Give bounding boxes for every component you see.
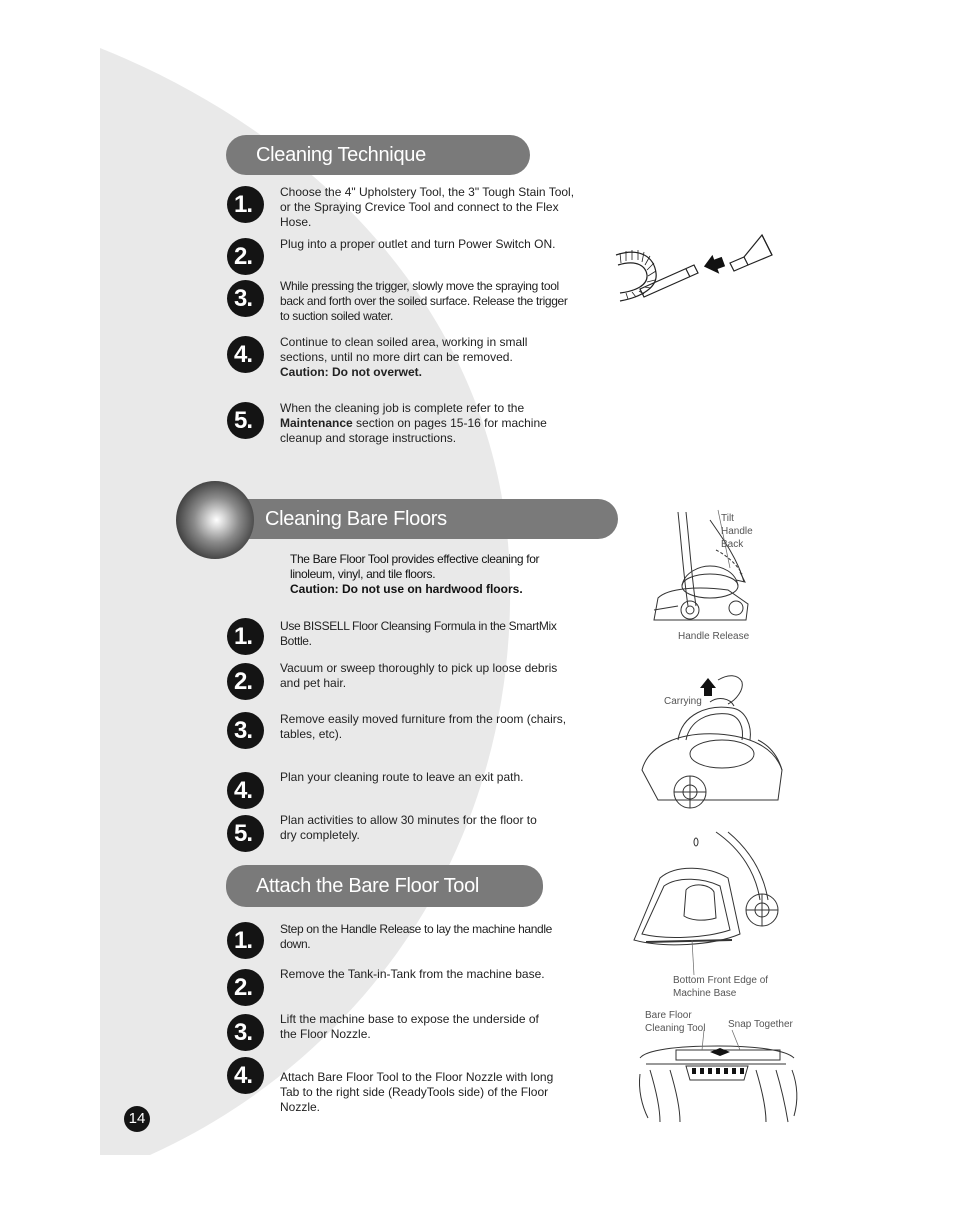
step-badge: 5. [227,815,264,852]
step-badge: 3. [227,712,264,749]
caption-handle-release: Handle Release [678,631,750,642]
step-badge: 4. [227,1057,264,1094]
step-text [280,401,575,446]
step-badge: 4. [227,772,264,809]
step-body: When the cleaning job is complete refer to the [280,401,525,415]
step-badge: 4. [227,336,264,373]
carrying-illustration [638,670,788,820]
step-text: Vacuum or sweep thoroughly to pick up loose debris and pet hair. [280,661,558,690]
step-text [280,335,575,380]
step-badge: 2. [227,238,264,275]
step-body: Continue to clean soiled area, working in small sections, until no more dirt can be removed. [280,335,528,364]
decorative-sphere [176,481,254,559]
caption-tilt-handle-back: Tilt Handle Back [721,513,753,550]
caution-text: Caution: Do not overwet. [280,365,422,379]
step-text: Choose the 4" Upholstery Tool, the 3" Tough Stain Tool, or the Spraying Crevice Tool and connect to the Flex Hose. [280,185,575,229]
section-title: Cleaning Bare Floors [265,508,447,530]
section-title: Cleaning Technique [256,144,426,166]
step-badge: 3. [227,280,264,317]
caption-snap-together: Snap Together [728,1019,793,1030]
section-banner-attach-bare-floor-tool [226,865,543,907]
caption-carrying: Carrying [664,696,702,707]
caution-text: Caution: Do not use on hardwood floors. [290,582,523,596]
step-text: Remove the Tank-in-Tank from the machine base. [280,967,545,981]
step-badge: 1. [227,186,264,223]
step-text: Remove easily moved furniture from the room (chairs, tables, etc). [280,712,567,741]
page-number: 14 [124,1106,150,1132]
step-badge: 2. [227,969,264,1006]
snap-together-illustration [636,1030,800,1122]
step-text: Plug into a proper outlet and turn Power Switch ON. [280,237,556,251]
step-badge: 3. [227,1014,264,1051]
step-text: Plan activities to allow 30 minutes for the floor to dry completely. [280,813,537,842]
caption-bare-floor-cleaning-tool: Bare Floor Cleaning Tool [645,1010,706,1034]
section-banner-cleaning-bare-floors [215,499,618,539]
step-text: Plan your cleaning route to leave an exit path. [280,770,524,784]
section-banner-cleaning-technique [226,135,530,175]
step-badge: 5. [227,402,264,439]
step-badge: 1. [227,922,264,959]
step-body: section on pages 15-16 for machine cleanup and storage instructions. [280,416,547,445]
step-text: Step on the Handle Release to lay the machine handle down. [280,922,552,951]
caption-bottom-front-edge: Bottom Front Edge of Machine Base [673,975,769,999]
step-text: Attach Bare Floor Tool to the Floor Nozzle with long Tab to the right side (ReadyTools side) of the Floor Nozzle. [280,1070,554,1114]
section-title: Attach the Bare Floor Tool [256,875,480,897]
machine-base-illustration [632,830,782,950]
step-text: Use BISSELL Floor Cleansing Formula in the SmartMix Bottle. [280,619,557,648]
step-badge: 2. [227,663,264,700]
step-text: While pressing the trigger, slowly move the spraying tool back and forth over the soiled surface. Release the trigger to suction soiled water. [280,279,568,323]
step-text: Lift the machine base to expose the underside of the Floor Nozzle. [280,1012,539,1041]
maintenance-link-text: Maintenance [280,416,353,430]
step-badge: 1. [227,618,264,655]
flex-hose-illustration [612,225,782,315]
section-intro [290,552,575,597]
intro-text: The Bare Floor Tool provides effective cleaning for linoleum, vinyl, and tile floors. [290,552,540,581]
